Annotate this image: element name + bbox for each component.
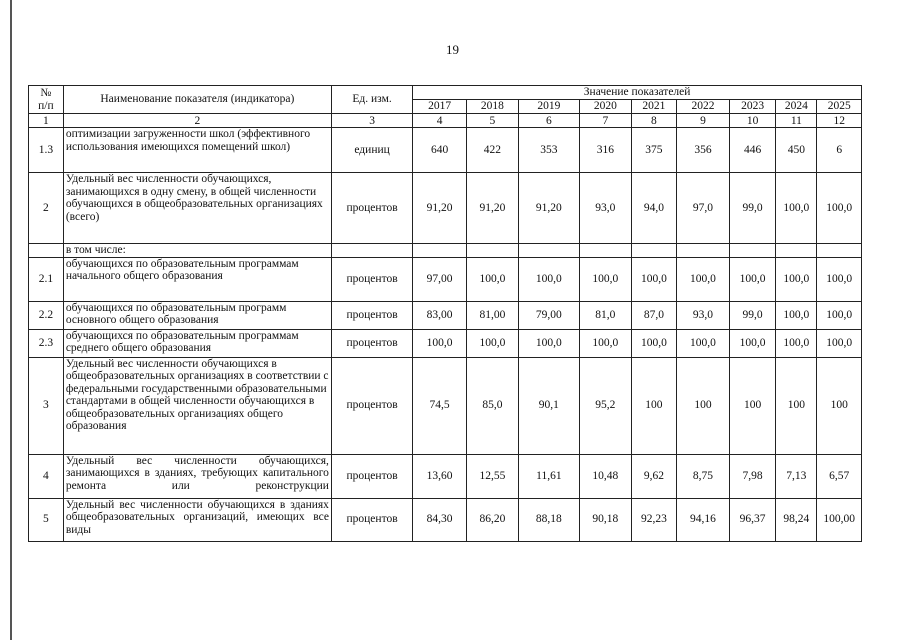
row-value: [729, 244, 775, 258]
row-value: 100,0: [817, 257, 862, 301]
row-value: 90,18: [579, 498, 631, 541]
row-value: 99,0: [729, 301, 775, 329]
row-value: 100: [631, 357, 676, 454]
row-value: 91,20: [467, 173, 519, 244]
row-value: 356: [677, 128, 730, 173]
row-value: 450: [776, 128, 817, 173]
row-value: 93,0: [677, 301, 730, 329]
row-unit: единиц: [331, 128, 412, 173]
row-value: 100,0: [817, 329, 862, 357]
row-value: 86,20: [467, 498, 519, 541]
row-value: 90,1: [518, 357, 579, 454]
row-name: обучающихся по образовательным программ основного общего образования: [63, 301, 331, 329]
page-left-border: [10, 0, 12, 640]
page-number: 19: [446, 42, 459, 57]
row-value: 81,00: [467, 301, 519, 329]
row-value: 7,13: [776, 454, 817, 498]
row-value: 100,0: [467, 329, 519, 357]
row-value: [776, 244, 817, 258]
table-row: [29, 301, 862, 329]
row-value: 94,0: [631, 173, 676, 244]
row-value: 11,61: [518, 454, 579, 498]
row-name: обучающихся по образовательным программам начального общего образования: [63, 257, 331, 301]
table-row: [29, 357, 862, 454]
row-value: 100,0: [518, 257, 579, 301]
row-value: 12,55: [467, 454, 519, 498]
row-value: 87,0: [631, 301, 676, 329]
row-value: 97,0: [677, 173, 730, 244]
row-value: 99,0: [729, 173, 775, 244]
row-value: 316: [579, 128, 631, 173]
indicators-table: [28, 85, 862, 542]
row-value: 100,0: [631, 329, 676, 357]
row-unit: процентов: [331, 357, 412, 454]
row-value: 79,00: [518, 301, 579, 329]
row-value: 88,18: [518, 498, 579, 541]
row-value: [631, 244, 676, 258]
row-value: [467, 244, 519, 258]
header-year: 2019: [518, 100, 579, 114]
column-number: 8: [631, 114, 676, 128]
header-unit: Ед. изм.: [331, 86, 412, 114]
row-value: [817, 244, 862, 258]
table-row: [29, 257, 862, 301]
row-num: 5: [29, 498, 64, 541]
row-value: 100,0: [729, 329, 775, 357]
row-unit: процентов: [331, 173, 412, 244]
row-value: 100: [729, 357, 775, 454]
row-value: 74,5: [413, 357, 467, 454]
row-num: 1.3: [29, 128, 64, 173]
row-value: 100,0: [817, 301, 862, 329]
table-row: [29, 329, 862, 357]
row-value: 92,23: [631, 498, 676, 541]
row-value: 100,0: [467, 257, 519, 301]
row-value: 422: [467, 128, 519, 173]
row-value: 100,0: [579, 329, 631, 357]
header-year: 2021: [631, 100, 676, 114]
column-number: 9: [677, 114, 730, 128]
header-year: 2018: [467, 100, 519, 114]
column-number: 3: [331, 114, 412, 128]
row-value: 100,0: [776, 301, 817, 329]
row-value: 91,20: [413, 173, 467, 244]
row-value: 94,16: [677, 498, 730, 541]
column-numbers-row: [29, 114, 862, 128]
row-value: 375: [631, 128, 676, 173]
row-value: 13,60: [413, 454, 467, 498]
table-row: [29, 244, 862, 258]
row-value: 100,0: [776, 329, 817, 357]
row-name: Удельный вес численности обучающихся, занимающихся в зданиях, требующих капитального ремонта или реконструкции: [63, 454, 331, 498]
row-value: 100,0: [776, 173, 817, 244]
row-name: Удельный вес численности обучающихся в зданиях общеобразовательных организаций, имеющих все виды: [63, 498, 331, 541]
row-value: 6: [817, 128, 862, 173]
row-value: 97,00: [413, 257, 467, 301]
header-year: 2024: [776, 100, 817, 114]
column-number: 10: [729, 114, 775, 128]
row-num: 4: [29, 454, 64, 498]
row-num: 2: [29, 173, 64, 244]
header-num: № п/п: [29, 86, 64, 114]
row-name: оптимизации загруженности школ (эффективного использования имеющихся помещений школ): [63, 128, 331, 173]
column-number: 4: [413, 114, 467, 128]
row-value: 100,0: [677, 329, 730, 357]
row-unit: процентов: [331, 498, 412, 541]
row-value: [677, 244, 730, 258]
row-value: 446: [729, 128, 775, 173]
row-value: 93,0: [579, 173, 631, 244]
row-num: 3: [29, 357, 64, 454]
row-name: в том числе:: [63, 244, 331, 258]
table-row: [29, 498, 862, 541]
row-value: [518, 244, 579, 258]
row-unit: процентов: [331, 329, 412, 357]
row-name: Удельный вес численности обучающихся, занимающихся в одну смену, в общей численности обучающихся в общеобразовательных организациях (всего): [63, 173, 331, 244]
row-num: 2.1: [29, 257, 64, 301]
table-row: [29, 128, 862, 173]
table-row: [29, 454, 862, 498]
column-number: 5: [467, 114, 519, 128]
row-value: 98,24: [776, 498, 817, 541]
row-name: Удельный вес численности обучающихся в общеобразовательных организациях в соответствии с федеральными государственными образовательными стандартами в общей численности обучающихся в общеобразовательных организациях общего образования: [63, 357, 331, 454]
row-value: 83,00: [413, 301, 467, 329]
row-value: 100,0: [729, 257, 775, 301]
header-year: 2017: [413, 100, 467, 114]
row-value: 100,0: [413, 329, 467, 357]
row-unit: процентов: [331, 301, 412, 329]
row-value: [579, 244, 631, 258]
row-value: 100,0: [817, 173, 862, 244]
row-unit: [331, 244, 412, 258]
row-value: 6,57: [817, 454, 862, 498]
table-row: [29, 173, 862, 244]
row-value: 10,48: [579, 454, 631, 498]
row-value: 100,0: [579, 257, 631, 301]
header-year: 2025: [817, 100, 862, 114]
row-value: 100,0: [677, 257, 730, 301]
row-value: 85,0: [467, 357, 519, 454]
row-value: 91,20: [518, 173, 579, 244]
header-year: 2022: [677, 100, 730, 114]
row-value: 81,0: [579, 301, 631, 329]
row-value: 8,75: [677, 454, 730, 498]
column-number: 12: [817, 114, 862, 128]
row-value: 100,0: [518, 329, 579, 357]
row-value: 353: [518, 128, 579, 173]
header-values-group: Значение показателей: [413, 86, 862, 100]
row-value: [413, 244, 467, 258]
row-value: 100,0: [631, 257, 676, 301]
row-value: 96,37: [729, 498, 775, 541]
row-num: [29, 244, 64, 258]
row-value: 100: [677, 357, 730, 454]
row-value: 7,98: [729, 454, 775, 498]
row-value: 84,30: [413, 498, 467, 541]
column-number: 2: [63, 114, 331, 128]
row-value: 100,00: [817, 498, 862, 541]
row-name: обучающихся по образовательным программам среднего общего образования: [63, 329, 331, 357]
column-number: 11: [776, 114, 817, 128]
row-value: 95,2: [579, 357, 631, 454]
row-value: 9,62: [631, 454, 676, 498]
row-unit: процентов: [331, 257, 412, 301]
header-name: Наименование показателя (индикатора): [63, 86, 331, 114]
column-number: 6: [518, 114, 579, 128]
row-num: 2.3: [29, 329, 64, 357]
row-value: 100: [776, 357, 817, 454]
row-value: 100: [817, 357, 862, 454]
column-number: 7: [579, 114, 631, 128]
row-value: 640: [413, 128, 467, 173]
header-year: 2020: [579, 100, 631, 114]
row-unit: процентов: [331, 454, 412, 498]
header-year: 2023: [729, 100, 775, 114]
column-number: 1: [29, 114, 64, 128]
row-num: 2.2: [29, 301, 64, 329]
row-value: 100,0: [776, 257, 817, 301]
